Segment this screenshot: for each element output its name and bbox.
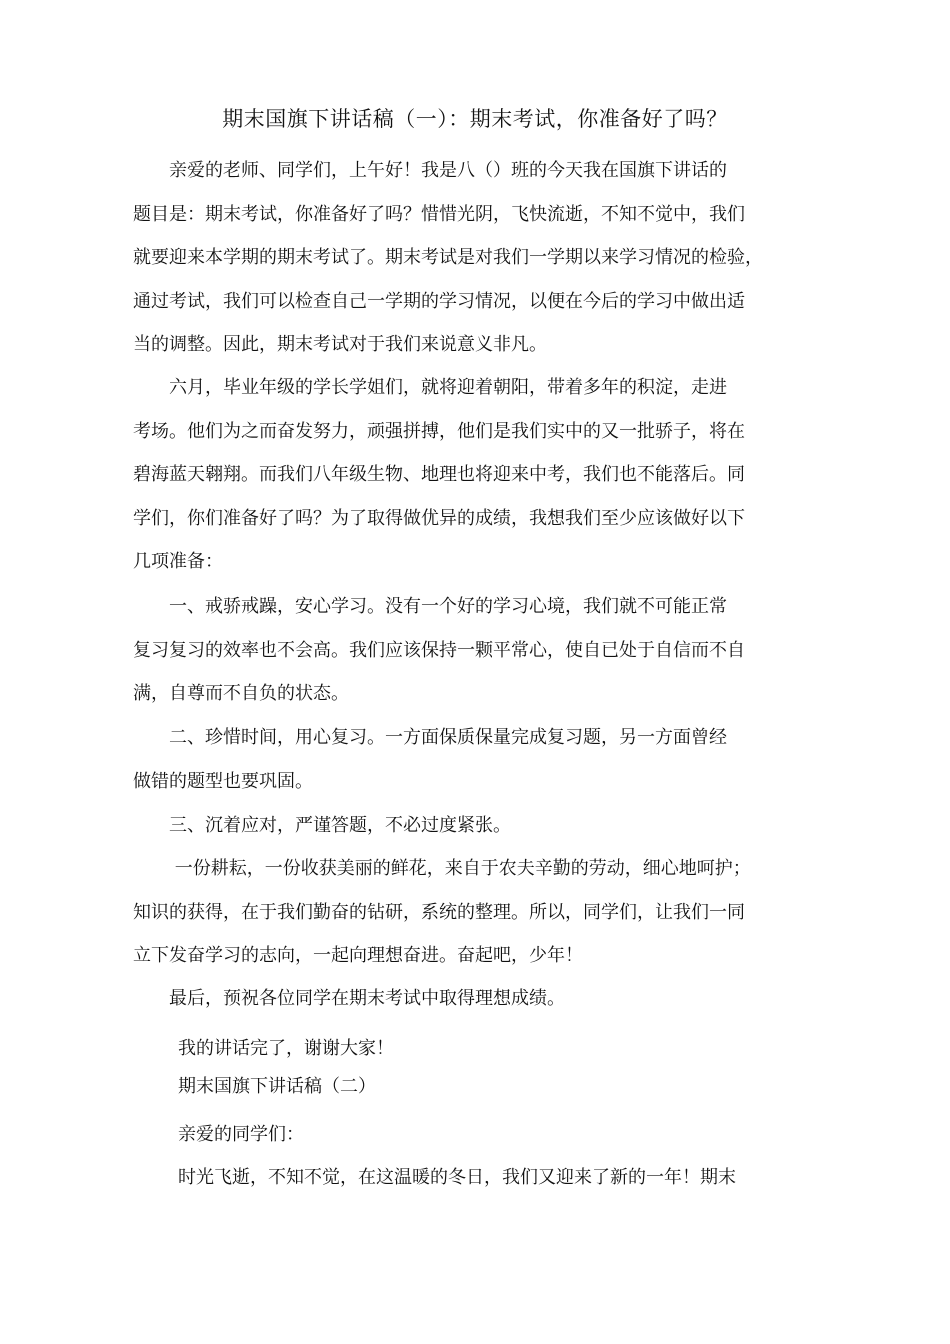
text-line: 学们，你们准备好了吗？为了取得做优异的成绩，我想我们至少应该做好以下 bbox=[133, 507, 745, 529]
paragraph-wishes bbox=[133, 977, 833, 1021]
text-line: 复习复习的效率也不会高。我们应该保持一颗平常心，使自已处于自信而不自 bbox=[133, 639, 745, 661]
text-line: 立下发奋学习的志向，一起向理想奋进。奋起吧，少年！ bbox=[133, 945, 583, 966]
paragraph-point-three bbox=[133, 804, 833, 848]
greeting-line: 亲爱的同学们： bbox=[178, 1124, 304, 1145]
paragraph-effort bbox=[133, 847, 833, 978]
text-line: 知识的获得，在于我们勤奋的钻研，系统的整理。所以，同学们，让我们一同 bbox=[133, 901, 745, 923]
document-title: 期末国旗下讲话稿（一）：期末考试，你准备好了吗？ bbox=[222, 107, 728, 131]
text-line: 碧海蓝天翱翔。而我们八年级生物、地理也将迎来中考，我们也不能落后。同 bbox=[133, 464, 745, 485]
text-line: 一、戒骄戒躁，安心学习。没有一个好的学习心境，我们就不可能正常 bbox=[133, 596, 727, 617]
text-line: 当的调整。因此，期末考试对于我们来说意义非凡。 bbox=[133, 334, 547, 355]
text-line: 最后，预祝各位同学在期末考试中取得理想成绩。 bbox=[133, 988, 565, 1009]
text-line: 通过考试，我们可以检查自己一学期的学习情况，以便在今后的学习中做出适 bbox=[133, 290, 745, 312]
paragraph-june bbox=[133, 366, 833, 584]
text-line: 一份耕耘，一份收获美丽的鲜花，来自于农夫辛勤的劳动，细心地呵护； bbox=[133, 858, 751, 879]
second-speech-title: 期末国旗下讲话稿（二） bbox=[178, 1076, 376, 1097]
text-line: 就要迎来本学期的期末考试了。期末考试是对我们一学期以来学习情况的检验， bbox=[133, 247, 763, 268]
text-line: 题目是：期末考试，你准备好了吗？惜惜光阴，飞快流逝，不知不觉中，我们 bbox=[133, 203, 745, 225]
paragraph-intro bbox=[133, 149, 833, 367]
text-line: 满，自尊而不自负的状态。 bbox=[133, 683, 349, 704]
closing-line: 我的讲话完了，谢谢大家！ bbox=[178, 1038, 394, 1059]
paragraph-point-two bbox=[133, 716, 833, 803]
text-line: 二、珍惜时间，用心复习。一方面保质保量完成复习题，另一方面曾经 bbox=[133, 727, 727, 748]
final-line: 时光飞逝，不知不觉，在这温暖的冬日，我们又迎来了新的一年！期末 bbox=[178, 1167, 736, 1188]
text-line: 几项准备： bbox=[133, 551, 223, 572]
text-line: 考场。他们为之而奋发努力，顽强拼搏，他们是我们实中的又一批骄子，将在 bbox=[133, 420, 745, 442]
text-line: 三、沉着应对，严谨答题，不必过度紧张。 bbox=[133, 815, 511, 836]
paragraph-point-one bbox=[133, 585, 833, 716]
text-line: 六月，毕业年级的学长学姐们，就将迎着朝阳，带着多年的积淀，走进 bbox=[133, 377, 727, 398]
text-line: 亲爱的老师、同学们，上午好！我是八（）班的今天我在国旗下讲话的 bbox=[133, 160, 727, 181]
text-line: 做错的题型也要巩固。 bbox=[133, 770, 313, 792]
